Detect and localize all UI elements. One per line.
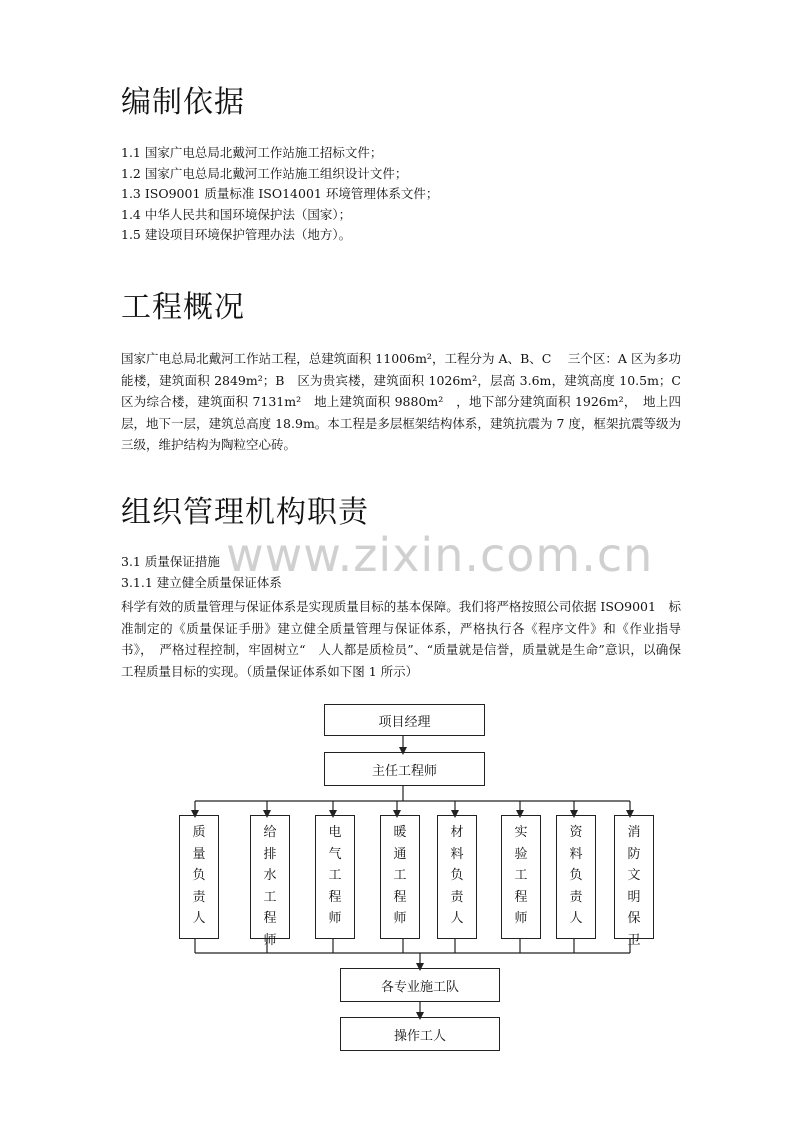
department-label: 给排水工程师 — [263, 825, 277, 948]
org-box-project-manager: 项目经理 — [324, 704, 485, 736]
basis-list — [121, 143, 701, 246]
basis-item: 1.3 ISO9001 质量标准 ISO14001 环境管理体系文件； — [121, 186, 439, 201]
org-box-department — [380, 815, 420, 939]
org-box-construction-teams: 各专业施工队 — [340, 968, 500, 1002]
org-box-department — [437, 815, 477, 939]
org-box-department — [501, 815, 541, 939]
watermark: www.zixin.com.cn — [226, 528, 654, 582]
department-label: 暖通工程师 — [393, 825, 407, 926]
department-label: 材料负责人 — [450, 825, 464, 926]
heading-overview: 工程概况 — [121, 290, 245, 325]
org-box-chief-engineer: 主任工程师 — [324, 752, 485, 786]
basis-item: 1.4 中华人民共和国环境保护法（国家）； — [121, 206, 352, 222]
quality-paragraph: 科学有效的质量管理与保证体系是实现质量目标的基本保障。我们将严格按照公司依据 ISO9001 标准制定的《质量保证手册》建立健全质量管理与保证体系，严格执行各《程序文件》和《作业指导书》， 严格过程控制，牢固树立“ 人人都是质检员”、“质量就是信誉，质量就是生命”意识，以确保工程质量目标的实现。（质量保证体系如下图 1 所示） — [121, 599, 681, 679]
department-label: 消防文明保卫 — [627, 825, 641, 948]
department-label: 实验工程师 — [514, 825, 528, 926]
subsection-3-1: 3.1 质量保证措施 — [121, 554, 220, 569]
org-box-department — [614, 815, 654, 948]
department-label: 电气工程师 — [328, 825, 342, 926]
basis-item: 1.1 国家广电总局北戴河工作站施工招标文件； — [121, 145, 383, 160]
org-box-department — [179, 815, 219, 939]
basis-item: 1.5 建设项目环境保护管理办法（地方）。 — [121, 227, 352, 242]
org-box-workers: 操作工人 — [340, 1017, 500, 1051]
basis-item: 1.2 国家广电总局北戴河工作站施工组织设计文件； — [121, 165, 408, 181]
subsection-3-1-1: 3.1.1 建立健全质量保证体系 — [121, 575, 282, 590]
org-box-department — [556, 815, 596, 939]
org-box-department — [250, 815, 290, 948]
heading-basis: 编制依据 — [121, 85, 245, 120]
org-box-department — [315, 815, 355, 939]
department-label: 资料负责人 — [569, 825, 583, 926]
overview-paragraph: 国家广电总局北戴河工作站工程，总建筑面积 11006m²，工程分为 A、B、C 三个区：A 区为多功能楼，建筑面积 2849m²；B 区为贵宾楼，建筑面积 1026m²，层高 3.6m，建筑高度 10.5m；C 区为综合楼，建筑面积 7131m² 地上建筑面积 9880m² ，地下部分建筑面积 1926m²， 地上四层，地下一层，建筑总高度 18.9m。本工程是多层框架结构体系，建筑抗震为 7 度，框架抗震等级为三级，维护结构为陶粒空心砖。 — [121, 351, 694, 452]
department-label: 质量负责人 — [192, 825, 206, 926]
heading-organization: 组织管理机构职责 — [121, 495, 369, 530]
